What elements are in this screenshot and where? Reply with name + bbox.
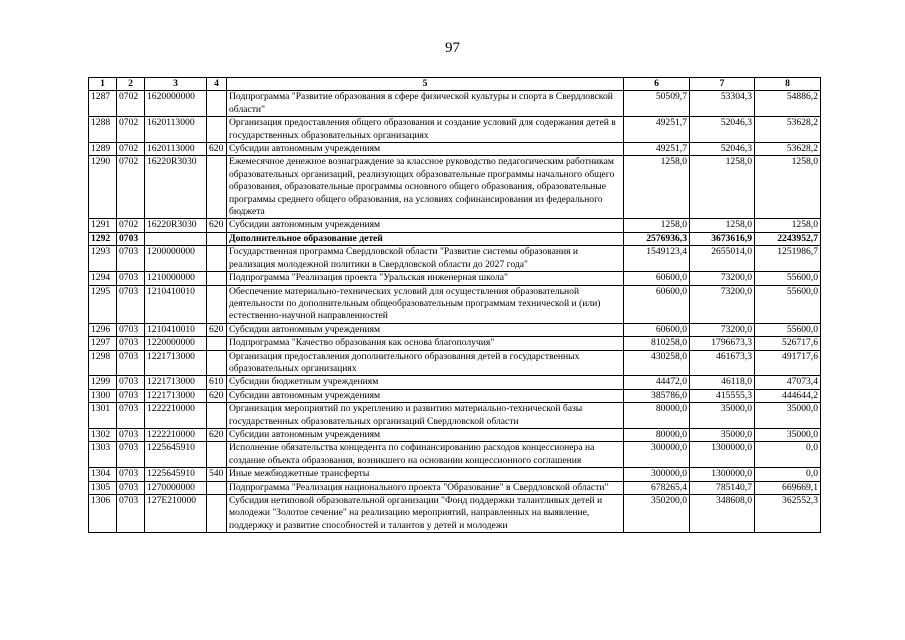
amount-year2-cell: 1796673,3: [690, 337, 755, 350]
table-body: [89, 91, 821, 533]
target-code-cell: 1620113000: [145, 143, 207, 156]
section-code-cell: 0703: [117, 403, 145, 429]
amount-year2-cell: 1300000,0: [690, 468, 755, 481]
amount-year3-cell: 53628,2: [755, 143, 821, 156]
table-row: [89, 495, 821, 533]
row-number-cell: 1301: [89, 403, 117, 429]
amount-year1-cell: 60600,0: [624, 323, 690, 336]
amount-year3-cell: 55600,0: [755, 285, 821, 323]
amount-year3-cell: 2243952,7: [755, 232, 821, 245]
target-code-cell: 1200000000: [145, 246, 207, 272]
table-row: [89, 403, 821, 429]
amount-year3-cell: 362552,3: [755, 495, 821, 533]
table-row: [89, 219, 821, 232]
section-code-cell: 0703: [117, 495, 145, 533]
expense-type-cell: [207, 272, 227, 285]
amount-year2-cell: 46118,0: [690, 376, 755, 389]
table-row: [89, 442, 821, 468]
table-row: [89, 272, 821, 285]
target-code-cell: 16220R3030: [145, 156, 207, 219]
section-code-cell: 0703: [117, 323, 145, 336]
amount-year1-cell: 60600,0: [624, 272, 690, 285]
amount-year3-cell: 47073,4: [755, 376, 821, 389]
item-name-cell: Государственная программа Свердловской области "Развитие системы образования и реализация молодежной политики в Свердловской области до 2027 года": [227, 246, 624, 272]
amount-year2-cell: 52046,3: [690, 117, 755, 143]
amount-year3-cell: 444644,2: [755, 389, 821, 402]
expense-type-cell: [207, 285, 227, 323]
table-row: [89, 285, 821, 323]
expense-type-cell: [207, 117, 227, 143]
header-cell: 3: [145, 78, 207, 91]
item-name-cell: Организация мероприятий по укреплению и развитию материально-технической базы государственных образовательных организаций Свердловской области: [227, 403, 624, 429]
amount-year3-cell: 35000,0: [755, 403, 821, 429]
row-number-cell: 1297: [89, 337, 117, 350]
amount-year2-cell: 3673616,9: [690, 232, 755, 245]
amount-year2-cell: 1258,0: [690, 156, 755, 219]
section-code-cell: 0702: [117, 156, 145, 219]
item-name-cell: Субсидии автономным учреждениям: [227, 389, 624, 402]
amount-year1-cell: 1258,0: [624, 219, 690, 232]
amount-year3-cell: 1258,0: [755, 156, 821, 219]
target-code-cell: 1220000000: [145, 337, 207, 350]
header-cell: 5: [227, 78, 624, 91]
header-cell: 6: [624, 78, 690, 91]
target-code-cell: 127E210000: [145, 495, 207, 533]
amount-year1-cell: 385786,0: [624, 389, 690, 402]
table-row: [89, 389, 821, 402]
section-code-cell: 0703: [117, 246, 145, 272]
amount-year3-cell: 55600,0: [755, 272, 821, 285]
target-code-cell: 1221713000: [145, 350, 207, 376]
target-code-cell: 1221713000: [145, 389, 207, 402]
section-code-cell: 0703: [117, 481, 145, 494]
section-code-cell: 0703: [117, 285, 145, 323]
amount-year1-cell: 80000,0: [624, 403, 690, 429]
expense-type-cell: [207, 403, 227, 429]
row-number-cell: 1290: [89, 156, 117, 219]
amount-year1-cell: 300000,0: [624, 442, 690, 468]
table-row: [89, 428, 821, 441]
section-code-cell: 0703: [117, 232, 145, 245]
section-code-cell: 0703: [117, 442, 145, 468]
amount-year3-cell: 1251986,7: [755, 246, 821, 272]
amount-year2-cell: 73200,0: [690, 285, 755, 323]
header-row: [89, 78, 821, 91]
row-number-cell: 1294: [89, 272, 117, 285]
amount-year1-cell: 49251,7: [624, 143, 690, 156]
target-code-cell: 1222210000: [145, 403, 207, 429]
expense-type-cell: [207, 495, 227, 533]
table-row: [89, 481, 821, 494]
amount-year1-cell: 350200,0: [624, 495, 690, 533]
row-number-cell: 1296: [89, 323, 117, 336]
target-code-cell: 1210000000: [145, 272, 207, 285]
table-row: [89, 246, 821, 272]
amount-year3-cell: 491717,6: [755, 350, 821, 376]
item-name-cell: Иные межбюджетные трансферты: [227, 468, 624, 481]
table-row: [89, 117, 821, 143]
amount-year1-cell: 60600,0: [624, 285, 690, 323]
item-name-cell: Ежемесячное денежное вознаграждение за классное руководство педагогическим работникам образовательных организаций, реализующих образовательные программы начального общего образования, образовательные программы основного общего образования, образовательные программы среднего общего образования, на условиях софинансирования из федерального бюджета: [227, 156, 624, 219]
amount-year1-cell: 2576936,3: [624, 232, 690, 245]
item-name-cell: Подпрограмма "Реализация проекта "Уральская инженерная школа": [227, 272, 624, 285]
target-code-cell: [145, 232, 207, 245]
expense-type-cell: [207, 442, 227, 468]
table-row: [89, 468, 821, 481]
section-code-cell: 0703: [117, 389, 145, 402]
amount-year1-cell: 300000,0: [624, 468, 690, 481]
amount-year1-cell: 50509,7: [624, 91, 690, 117]
amount-year2-cell: 52046,3: [690, 143, 755, 156]
header-cell: 7: [690, 78, 755, 91]
amount-year2-cell: 35000,0: [690, 403, 755, 429]
expense-type-cell: [207, 91, 227, 117]
target-code-cell: 1222210000: [145, 428, 207, 441]
amount-year2-cell: 461673,3: [690, 350, 755, 376]
amount-year2-cell: 2655014,0: [690, 246, 755, 272]
item-name-cell: Организация предоставления общего образования и создание условий для содержания детей в государственных образовательных организациях: [227, 117, 624, 143]
row-number-cell: 1305: [89, 481, 117, 494]
amount-year3-cell: 1258,0: [755, 219, 821, 232]
row-number-cell: 1291: [89, 219, 117, 232]
item-name-cell: Подпрограмма "Качество образования как основа благополучия": [227, 337, 624, 350]
expense-type-cell: [207, 350, 227, 376]
item-name-cell: Дополнительное образование детей: [227, 232, 624, 245]
item-name-cell: Организация предоставления дополнительного образования детей в государственных образовательных организациях: [227, 350, 624, 376]
row-number-cell: 1299: [89, 376, 117, 389]
budget-table: [88, 77, 821, 533]
amount-year1-cell: 1549123,4: [624, 246, 690, 272]
target-code-cell: 1225645910: [145, 442, 207, 468]
expense-type-cell: 620: [207, 143, 227, 156]
amount-year1-cell: 1258,0: [624, 156, 690, 219]
row-number-cell: 1302: [89, 428, 117, 441]
row-number-cell: 1295: [89, 285, 117, 323]
target-code-cell: 1225645910: [145, 468, 207, 481]
item-name-cell: Субсидии автономным учреждениям: [227, 428, 624, 441]
table-row: [89, 376, 821, 389]
amount-year3-cell: 669669,1: [755, 481, 821, 494]
item-name-cell: Субсидии автономным учреждениям: [227, 143, 624, 156]
row-number-cell: 1303: [89, 442, 117, 468]
amount-year3-cell: 0,0: [755, 468, 821, 481]
row-number-cell: 1288: [89, 117, 117, 143]
item-name-cell: Субсидия нетиповой образовательной организации "Фонд поддержки талантливых детей и молодежи "Золотое сечение" на реализацию мероприятий, направленных на выявление, поддержку и развитие способностей и талантов у детей и молодежи: [227, 495, 624, 533]
expense-type-cell: 620: [207, 323, 227, 336]
target-code-cell: 1270000000: [145, 481, 207, 494]
table-row: [89, 91, 821, 117]
amount-year2-cell: 1300000,0: [690, 442, 755, 468]
item-name-cell: Субсидии автономным учреждениям: [227, 323, 624, 336]
amount-year2-cell: 73200,0: [690, 323, 755, 336]
section-code-cell: 0702: [117, 143, 145, 156]
item-name-cell: Субсидии бюджетным учреждениям: [227, 376, 624, 389]
section-code-cell: 0703: [117, 428, 145, 441]
section-code-cell: 0702: [117, 219, 145, 232]
amount-year2-cell: 35000,0: [690, 428, 755, 441]
table-row: [89, 323, 821, 336]
amount-year1-cell: 810258,0: [624, 337, 690, 350]
target-code-cell: 1210410010: [145, 285, 207, 323]
header-cell: 2: [117, 78, 145, 91]
section-code-cell: 0702: [117, 91, 145, 117]
expense-type-cell: 620: [207, 428, 227, 441]
item-name-cell: Подпрограмма "Реализация национального проекта "Образование" в Свердловской области": [227, 481, 624, 494]
section-code-cell: 0703: [117, 376, 145, 389]
header-cell: 1: [89, 78, 117, 91]
amount-year2-cell: 415555,3: [690, 389, 755, 402]
amount-year1-cell: 49251,7: [624, 117, 690, 143]
amount-year1-cell: 678265,4: [624, 481, 690, 494]
amount-year2-cell: 53304,3: [690, 91, 755, 117]
target-code-cell: 16220R3030: [145, 219, 207, 232]
expense-type-cell: [207, 156, 227, 219]
expense-type-cell: 610: [207, 376, 227, 389]
item-name-cell: Исполнение обязательства концедента по софинансированию расходов концессионера на создание объекта образования, возникшего на основании концессионного соглашения: [227, 442, 624, 468]
table-row: [89, 156, 821, 219]
page-number: 97: [445, 40, 460, 56]
table-row: [89, 350, 821, 376]
amount-year1-cell: 430258,0: [624, 350, 690, 376]
amount-year2-cell: 1258,0: [690, 219, 755, 232]
expense-type-cell: [207, 232, 227, 245]
amount-year3-cell: 55600,0: [755, 323, 821, 336]
item-name-cell: Обеспечение материально-технических условий для осуществления образовательной деятельности по дополнительным общеобразовательным программам технической и (или) естественно-научной направленностей: [227, 285, 624, 323]
expense-type-cell: 540: [207, 468, 227, 481]
row-number-cell: 1289: [89, 143, 117, 156]
expense-type-cell: [207, 337, 227, 350]
expense-type-cell: [207, 481, 227, 494]
target-code-cell: 1210410010: [145, 323, 207, 336]
expense-type-cell: 620: [207, 219, 227, 232]
row-number-cell: 1293: [89, 246, 117, 272]
target-code-cell: 1620113000: [145, 117, 207, 143]
target-code-cell: 1620000000: [145, 91, 207, 117]
table-row: [89, 232, 821, 245]
item-name-cell: Подпрограмма "Развитие образования в сфере физической культуры и спорта в Свердловской области": [227, 91, 624, 117]
amount-year2-cell: 785140,7: [690, 481, 755, 494]
amount-year1-cell: 80000,0: [624, 428, 690, 441]
row-number-cell: 1304: [89, 468, 117, 481]
row-number-cell: 1287: [89, 91, 117, 117]
row-number-cell: 1300: [89, 389, 117, 402]
amount-year3-cell: 0,0: [755, 442, 821, 468]
table-row: [89, 143, 821, 156]
amount-year2-cell: 348608,0: [690, 495, 755, 533]
expense-type-cell: [207, 246, 227, 272]
target-code-cell: 1221713000: [145, 376, 207, 389]
section-code-cell: 0703: [117, 350, 145, 376]
header-cell: 8: [755, 78, 821, 91]
item-name-cell: Субсидии автономным учреждениям: [227, 219, 624, 232]
amount-year1-cell: 44472,0: [624, 376, 690, 389]
row-number-cell: 1306: [89, 495, 117, 533]
section-code-cell: 0703: [117, 272, 145, 285]
expense-type-cell: 620: [207, 389, 227, 402]
amount-year3-cell: 526717,6: [755, 337, 821, 350]
section-code-cell: 0702: [117, 117, 145, 143]
amount-year3-cell: 35000,0: [755, 428, 821, 441]
section-code-cell: 0703: [117, 468, 145, 481]
amount-year2-cell: 73200,0: [690, 272, 755, 285]
row-number-cell: 1298: [89, 350, 117, 376]
table-row: [89, 337, 821, 350]
section-code-cell: 0703: [117, 337, 145, 350]
header-cell: 4: [207, 78, 227, 91]
row-number-cell: 1292: [89, 232, 117, 245]
amount-year3-cell: 53628,2: [755, 117, 821, 143]
amount-year3-cell: 54886,2: [755, 91, 821, 117]
